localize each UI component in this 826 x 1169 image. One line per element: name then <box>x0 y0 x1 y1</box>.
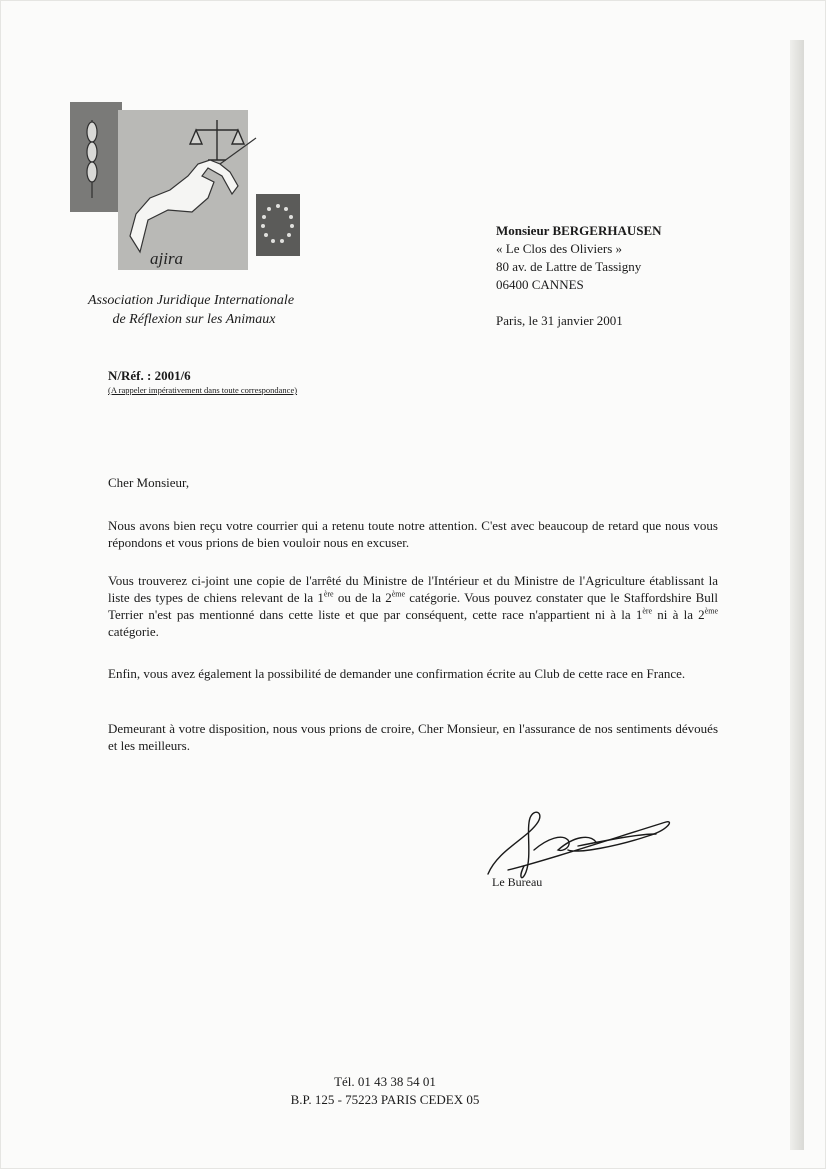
superscript-2: ème <box>391 589 406 599</box>
recipient-address-block <box>496 222 662 294</box>
paragraph-2-part-a: Vous trouverez ci-joint une copie de l'arrêté du Ministre de l'Intérieur et du Ministre de l'Agriculture établissant la liste des types de chiens relevant de la 1 <box>108 573 718 605</box>
footer-address: B.P. 125 - 75223 PARIS CEDEX 05 <box>290 1092 480 1107</box>
association-line-1: Association Juridique Internationale <box>87 293 295 308</box>
paragraph-2-part-c: catégorie. Vous pouvez constater que le Staffordshire Bull Terrier n'est pas mentionné dans cette liste et que par conséquent, cette race n'appartient ni à la 1 <box>108 590 719 622</box>
superscript-1: ère <box>323 589 334 599</box>
recipient-address-line-3: 06400 CANNES <box>496 277 584 292</box>
signer-name: Le Bureau <box>492 875 543 889</box>
page-edge-shadow <box>790 40 804 1150</box>
reference-code: N/Réf. : 2001/6 <box>108 368 191 383</box>
paragraph-4: Demeurant à votre disposition, nous vous prions de croire, Cher Monsieur, en l'assurance de nos sentiments dévoués et les meilleurs. <box>108 721 718 753</box>
association-line-2: de Réflexion sur les Animaux <box>112 312 276 327</box>
letter-date: Paris, le 31 janvier 2001 <box>496 313 623 328</box>
paragraph-2-part-e: catégorie. <box>108 624 159 639</box>
recipient-address-line-2: 80 av. de Lattre de Tassigny <box>496 259 642 274</box>
reference-note: (A rappeler impérativement dans toute correspondance) <box>108 385 298 395</box>
footer-phone: Tél. 01 43 38 54 01 <box>334 1074 436 1089</box>
letter-footer <box>0 1073 770 1109</box>
superscript-4: ème <box>704 606 718 616</box>
recipient-name: Monsieur BERGERHAUSEN <box>496 223 662 238</box>
paragraph-2-part-d: ni à la 2 <box>652 607 705 622</box>
paragraph-1: Nous avons bien reçu votre courrier qui a retenu toute notre attention. C'est avec beaucoup de retard que nous vous répondons et vous prions de bien vouloir nous en excuser. <box>108 518 718 550</box>
association-logo <box>70 102 310 288</box>
reference-block <box>108 368 297 395</box>
paragraph-3: Enfin, vous avez également la possibilité de demander une confirmation écrite au Club de cette race en France. <box>108 666 686 681</box>
paragraph-2-part-b: ou de la 2 <box>333 590 392 605</box>
paragraph-2 <box>108 572 718 640</box>
salutation: Cher Monsieur, <box>108 475 190 490</box>
association-name <box>60 291 322 329</box>
recipient-address-line-1: « Le Clos des Oliviers » <box>496 241 623 256</box>
superscript-3: ère <box>642 606 653 616</box>
logo-wordmark: ajira <box>150 249 184 268</box>
